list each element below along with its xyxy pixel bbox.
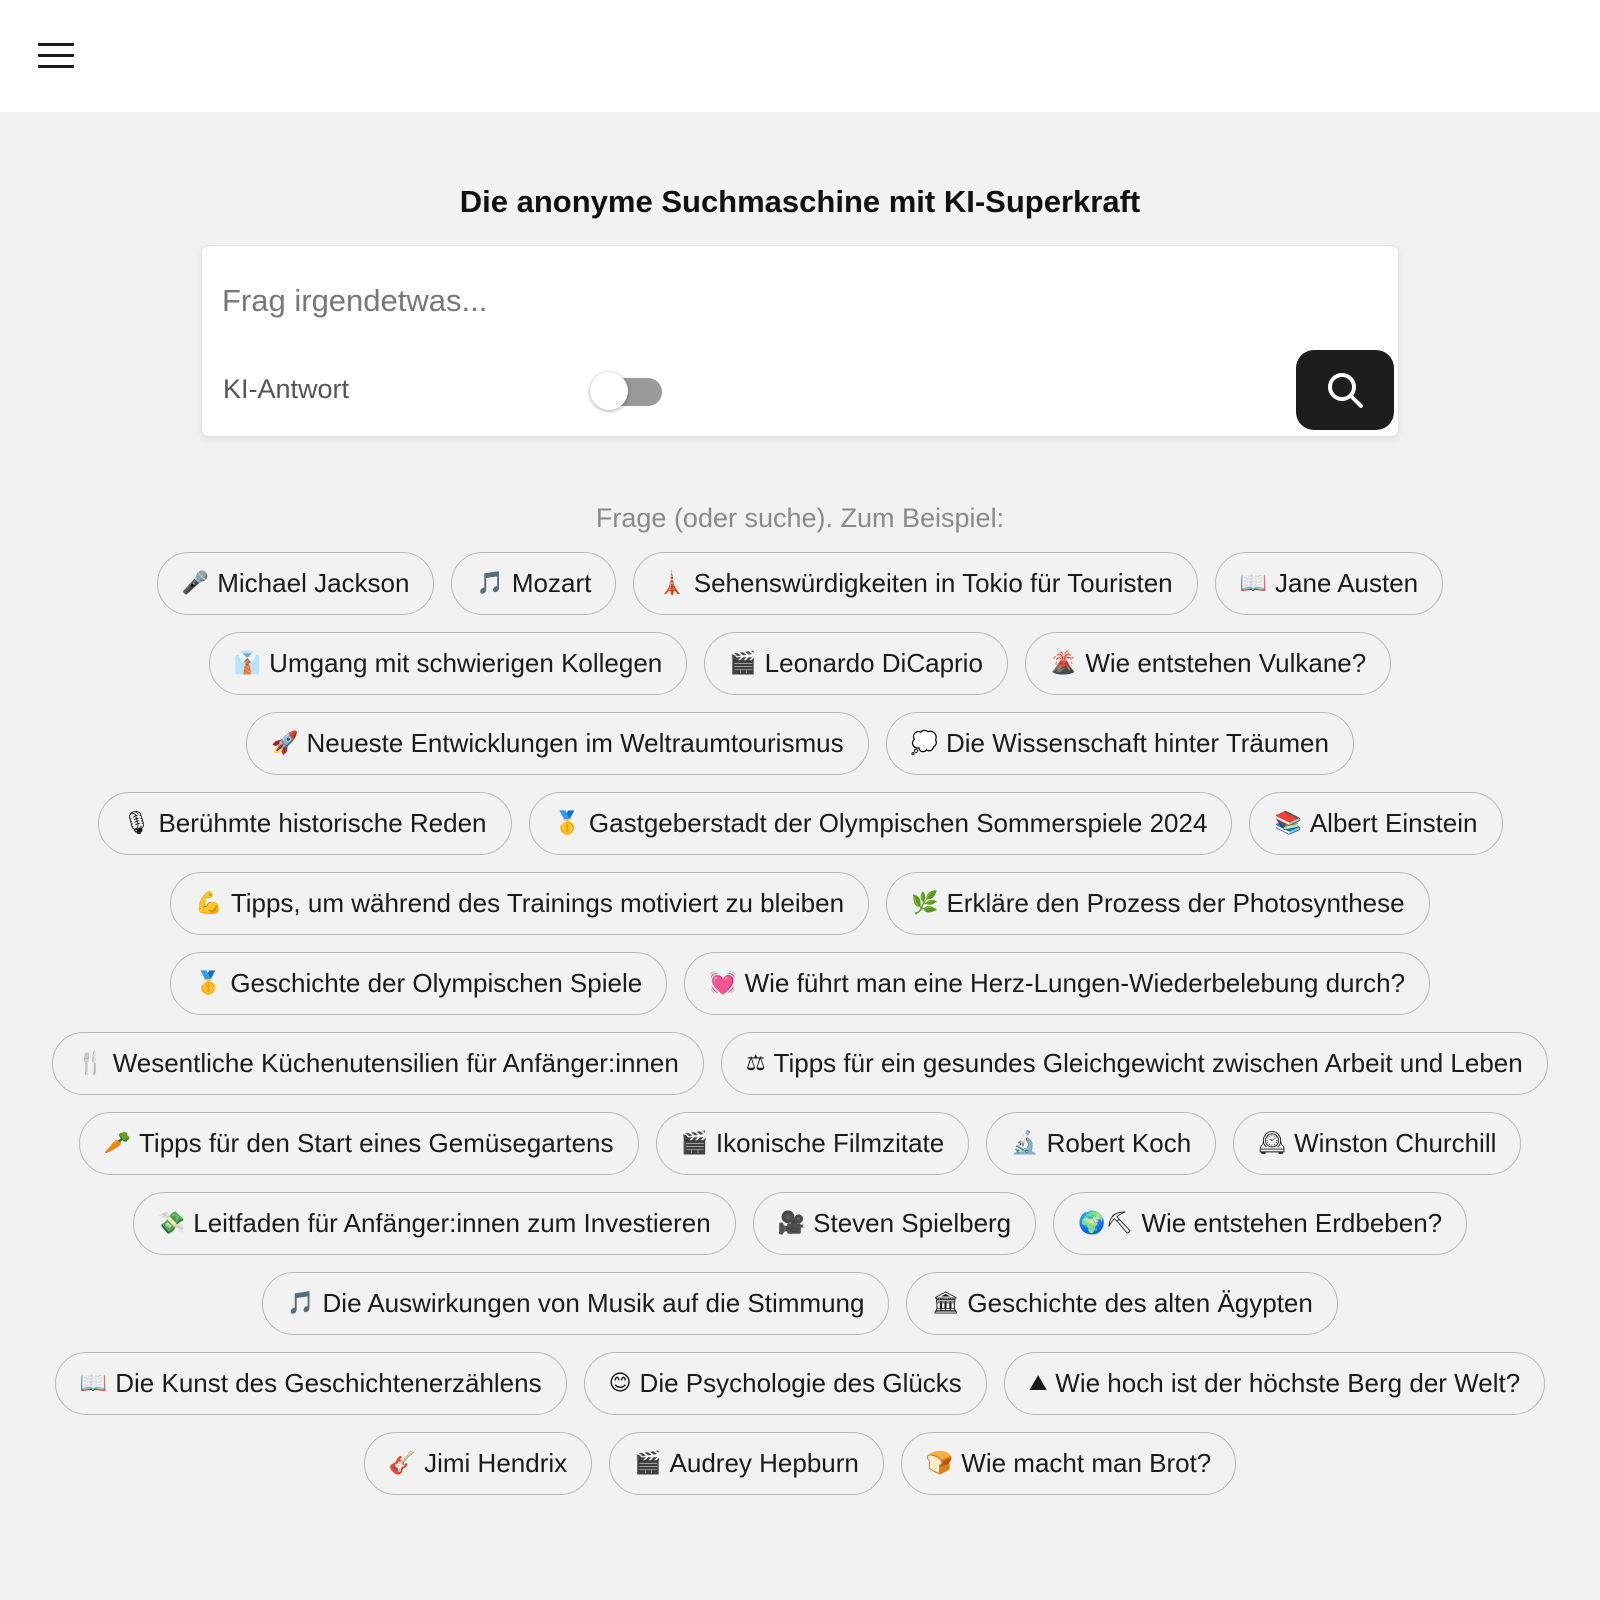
chip-label: Ikonische Filmzitate xyxy=(715,1128,945,1158)
search-input[interactable] xyxy=(222,276,1222,326)
chip-label: Geschichte der Olympischen Spiele xyxy=(230,968,643,998)
chip-emoji-icon: 🕰 xyxy=(1258,1131,1287,1156)
example-chips xyxy=(50,552,1550,1495)
chip-label: Tipps, um während des Trainings motiviert zu bleiben xyxy=(230,888,845,918)
chip-label: Berühmte historische Reden xyxy=(158,808,487,838)
chip-emoji-icon: 🏛 xyxy=(931,1291,960,1316)
chip-emoji-icon: 🎵 xyxy=(287,1291,315,1316)
example-chip[interactable] xyxy=(906,1272,1337,1335)
chip-label: Erkläre den Prozess der Photosynthese xyxy=(946,888,1405,918)
chip-label: Geschichte des alten Ägypten xyxy=(967,1288,1313,1318)
chip-emoji-icon: 🍴 xyxy=(77,1051,105,1076)
chip-label: Gastgeberstadt der Olympischen Sommerspiele 2024 xyxy=(588,808,1208,838)
example-chip[interactable] xyxy=(633,552,1197,615)
example-chip[interactable] xyxy=(133,1192,736,1255)
example-chip[interactable] xyxy=(901,1432,1236,1495)
example-chip[interactable] xyxy=(157,552,435,615)
example-chip[interactable] xyxy=(170,952,667,1015)
menu-line xyxy=(38,43,74,46)
chip-label: Michael Jackson xyxy=(217,568,410,598)
example-chip[interactable] xyxy=(451,552,616,615)
chip-emoji-icon: 🎬 xyxy=(634,1451,662,1476)
example-chip[interactable] xyxy=(1249,792,1502,855)
chip-label: Albert Einstein xyxy=(1309,808,1478,838)
chip-emoji-icon: 👔 xyxy=(233,651,262,676)
chip-label: Tipps für ein gesundes Gleichgewicht zwischen Arbeit und Leben xyxy=(773,1048,1523,1078)
example-chip[interactable] xyxy=(209,632,688,695)
page-title: Die anonyme Suchmaschine mit KI-Superkraft xyxy=(459,184,1141,219)
example-chip[interactable] xyxy=(1053,1192,1467,1255)
example-chip[interactable] xyxy=(246,712,868,775)
search-icon xyxy=(1325,370,1365,410)
chip-label: Leitfaden für Anfänger:innen zum Investieren xyxy=(193,1208,711,1238)
example-chip[interactable] xyxy=(609,1432,884,1495)
chip-label: Sehenswürdigkeiten in Tokio für Touristen xyxy=(693,568,1173,598)
chip-emoji-icon: 💪 xyxy=(195,891,223,916)
chip-emoji-icon: 🥕 xyxy=(103,1131,131,1156)
chip-label: Umgang mit schwierigen Kollegen xyxy=(269,648,663,678)
chip-emoji-icon: 🗼 xyxy=(658,571,686,596)
chip-emoji-icon: 🔬 xyxy=(1011,1131,1039,1156)
chip-label: Wie entstehen Vulkane? xyxy=(1085,648,1367,678)
search-button[interactable] xyxy=(1296,350,1394,430)
chip-label: Die Kunst des Geschichtenerzählens xyxy=(115,1368,542,1398)
search-box xyxy=(201,245,1399,437)
example-chip[interactable] xyxy=(529,792,1233,855)
chip-label: Robert Koch xyxy=(1046,1128,1192,1158)
example-chip[interactable] xyxy=(1215,552,1444,615)
top-bar xyxy=(0,0,1600,112)
examples-label: Frage (oder suche). Zum Beispiel: xyxy=(595,503,1005,533)
chip-emoji-icon: 🎵 xyxy=(476,571,504,596)
chip-label: Wie entstehen Erdbeben? xyxy=(1141,1208,1443,1238)
chip-emoji-icon: 💸 xyxy=(157,1211,186,1236)
chip-emoji-icon: 📖 xyxy=(79,1371,108,1396)
chip-label: Die Auswirkungen von Musik auf die Stimmung xyxy=(322,1288,865,1318)
example-chip[interactable] xyxy=(886,712,1354,775)
example-chip[interactable] xyxy=(364,1432,592,1495)
chip-emoji-icon: 📚 xyxy=(1274,811,1302,836)
chip-emoji-icon: 🌋 xyxy=(1049,651,1078,676)
example-chip[interactable] xyxy=(721,1032,1548,1095)
chip-emoji-icon: 📖 xyxy=(1239,571,1268,596)
chip-emoji-icon: 🥇 xyxy=(553,811,581,836)
chip-label: Jane Austen xyxy=(1275,568,1419,598)
hamburger-menu-icon[interactable] xyxy=(36,40,76,72)
chip-emoji-icon: 💭 xyxy=(910,731,938,756)
chip-emoji-icon: 🌿 xyxy=(911,891,939,916)
example-chip[interactable] xyxy=(79,1112,639,1175)
chip-emoji-icon: 🚀 xyxy=(271,731,299,756)
chip-label: Wie führt man eine Herz-Lungen-Wiederbelebung durch? xyxy=(744,968,1406,998)
chip-emoji-icon: 🎸 xyxy=(388,1451,417,1476)
chip-emoji-icon: 🎙 xyxy=(122,811,151,836)
chip-emoji-icon: 🍞 xyxy=(925,1451,954,1476)
example-chip[interactable] xyxy=(98,792,512,855)
example-chip[interactable] xyxy=(55,1352,567,1415)
chip-emoji-icon: ⚖ xyxy=(745,1051,766,1076)
chip-emoji-icon: 🎤 xyxy=(181,571,210,596)
chip-emoji-icon: 🎬 xyxy=(680,1131,708,1156)
chip-emoji-icon: 😊 xyxy=(608,1371,632,1396)
example-chip[interactable] xyxy=(1233,1112,1521,1175)
chip-emoji-icon: 🎬 xyxy=(729,651,757,676)
example-chip[interactable] xyxy=(1004,1352,1545,1415)
chip-label: Wie macht man Brot? xyxy=(961,1448,1212,1478)
menu-line xyxy=(38,54,74,57)
chip-label: Die Psychologie des Glücks xyxy=(639,1368,962,1398)
example-chip[interactable] xyxy=(886,872,1430,935)
chip-label: Steven Spielberg xyxy=(813,1208,1012,1238)
example-chip[interactable] xyxy=(170,872,869,935)
example-chip[interactable] xyxy=(52,1032,704,1095)
example-chip[interactable] xyxy=(753,1192,1036,1255)
chip-label: Winston Churchill xyxy=(1294,1128,1497,1158)
chip-emoji-icon: 🎥 xyxy=(777,1211,806,1236)
chip-label: Wesentliche Küchenutensilien für Anfänger:innen xyxy=(112,1048,679,1078)
ai-answer-toggle[interactable] xyxy=(590,374,664,408)
toggle-knob xyxy=(590,372,628,410)
chip-label: Wie hoch ist der höchste Berg der Welt? xyxy=(1055,1368,1521,1398)
example-chip[interactable] xyxy=(656,1112,970,1175)
chip-label: Jimi Hendrix xyxy=(424,1448,568,1478)
chip-emoji-icon: 💓 xyxy=(709,971,737,996)
example-chip[interactable] xyxy=(584,1352,987,1415)
chip-emoji-icon: 🌍⛏ xyxy=(1078,1211,1134,1236)
chip-label: Die Wissenschaft hinter Träumen xyxy=(945,728,1329,758)
chip-label: Mozart xyxy=(511,568,592,598)
chip-label: Neueste Entwicklungen im Weltraumtourismus xyxy=(306,728,844,758)
example-chip[interactable] xyxy=(986,1112,1216,1175)
menu-line xyxy=(38,65,74,68)
example-chip[interactable] xyxy=(684,952,1430,1015)
example-chip[interactable] xyxy=(704,632,1008,695)
example-chip[interactable] xyxy=(1025,632,1391,695)
chip-label: Leonardo DiCaprio xyxy=(764,648,983,678)
chip-label: Tipps für den Start eines Gemüsegartens xyxy=(139,1128,614,1158)
example-chip[interactable] xyxy=(262,1272,889,1335)
chip-emoji-icon: 🥇 xyxy=(194,971,223,996)
ai-answer-label: KI-Antwort xyxy=(223,374,350,404)
chip-emoji-icon: ⛰ xyxy=(1028,1371,1048,1396)
chip-label: Audrey Hepburn xyxy=(669,1448,859,1478)
